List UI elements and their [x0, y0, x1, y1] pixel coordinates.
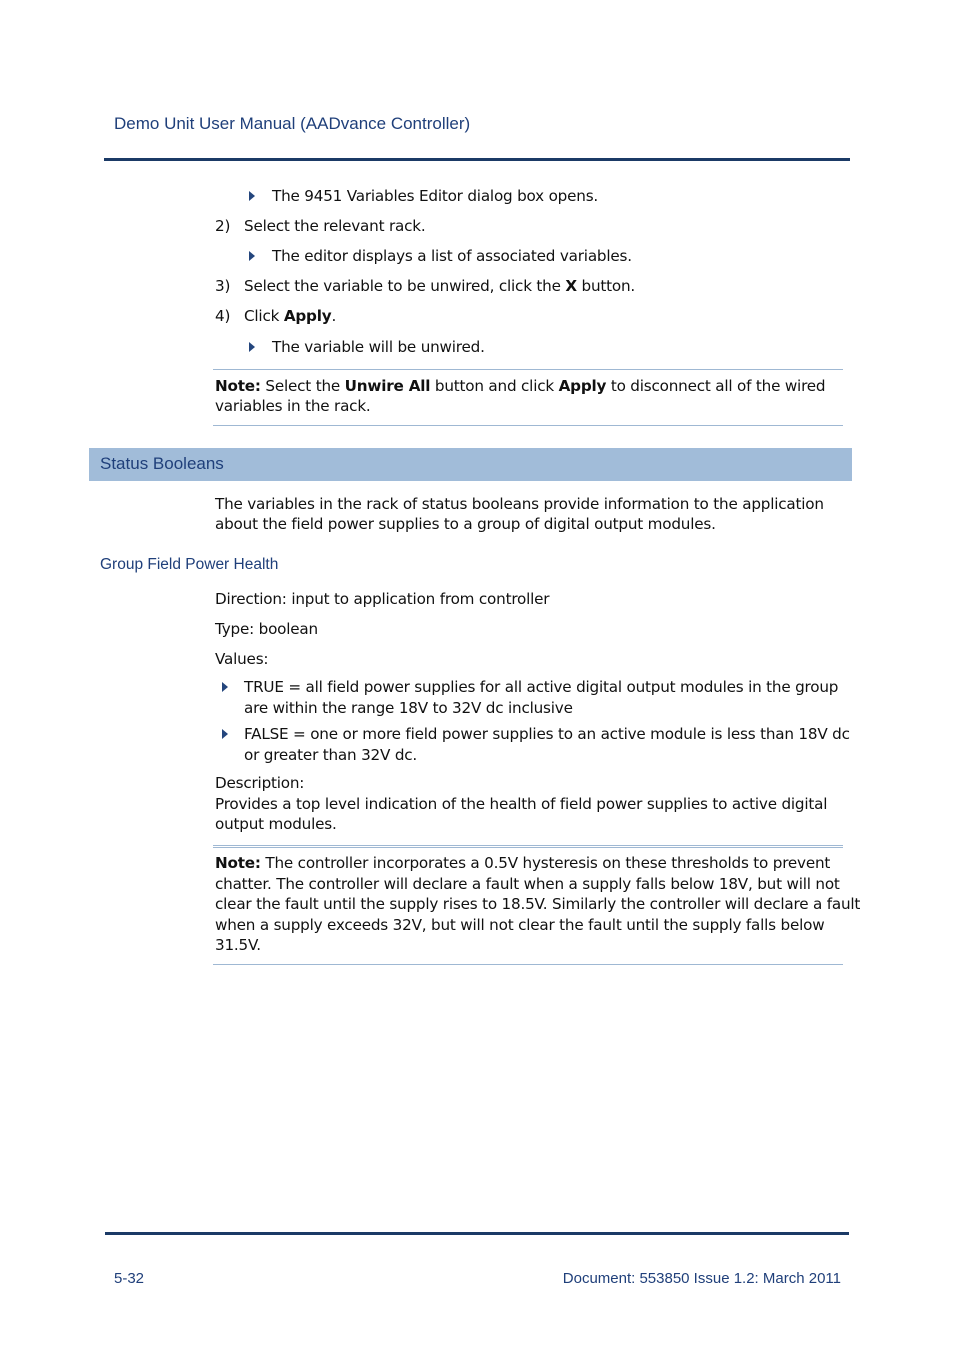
document-info: Document: 553850 Issue 1.2: March 2011 — [562, 1270, 841, 1287]
result-arrow-icon — [249, 191, 255, 201]
note-top-rule — [213, 369, 843, 370]
type-text: Type: boolean — [215, 620, 318, 638]
note-2-line-3: clear the fault until the supply rises to 18.5V. Similarly the controller will declare a fault — [215, 895, 861, 913]
section-title: Status Booleans — [100, 454, 224, 473]
note-2-line-1: Note: The controller incorporates a 0.5V hysteresis on these thresholds to prevent — [215, 854, 831, 872]
note-bottom-rule — [213, 425, 843, 426]
step-number-4: 4) — [215, 307, 231, 325]
subsection-title: Group Field Power Health — [100, 556, 279, 573]
note-bottom-rule — [213, 964, 843, 965]
intro-line-2: about the field power supplies to a group of digital output modules. — [215, 515, 716, 533]
note-1-line-2: variables in the rack. — [215, 397, 371, 415]
value-false-line-2: or greater than 32V dc. — [244, 746, 418, 764]
footer-rule — [105, 1232, 849, 1235]
direction-text: Direction: input to application from controller — [215, 590, 550, 608]
value-false-line-1: FALSE = one or more field power supplies to an active module is less than 18V dc — [244, 725, 850, 743]
note-1-line-1: Note: Select the Unwire All button and click Apply to disconnect all of the wired — [215, 377, 826, 395]
description-label: Description: — [215, 774, 305, 792]
result-arrow-icon — [249, 251, 255, 261]
step-number-3: 3) — [215, 277, 231, 295]
description-line-2: output modules. — [215, 815, 337, 833]
values-label: Values: — [215, 650, 269, 668]
note-2-line-5: 31.5V. — [215, 936, 261, 954]
page-number: 5-32 — [114, 1270, 145, 1287]
step-number-2: 2) — [215, 217, 231, 235]
intro-line-1: The variables in the rack of status booleans provide information to the application — [215, 495, 824, 513]
note-2-line-2: chatter. The controller will declare a fault when a supply falls below 18V, but will not — [215, 875, 840, 893]
description-line-1: Provides a top level indication of the health of field power supplies to active digital — [215, 795, 828, 813]
value-true-line-1: TRUE = all field power supplies for all active digital output modules in the group — [244, 678, 839, 696]
step-2: Select the relevant rack. — [244, 217, 426, 235]
result-arrow-icon — [249, 342, 255, 352]
bullet-arrow-icon — [222, 682, 228, 692]
note-2-line-4: when a supply exceeds 32V, but will not clear the fault until the supply falls below — [215, 916, 825, 934]
step-result-4: The variable will be unwired. — [272, 338, 485, 356]
value-true-line-2: are within the range 18V to 32V dc inclusive — [244, 699, 573, 717]
step-3: Select the variable to be unwired, click the X button. — [244, 277, 636, 295]
step-4: Click Apply. — [244, 307, 337, 325]
page-header-title: Demo Unit User Manual (AADvance Controller) — [114, 114, 471, 133]
bullet-arrow-icon — [222, 729, 228, 739]
step-result-2: The editor displays a list of associated variables. — [272, 247, 632, 265]
header-rule — [104, 158, 850, 161]
step-result-1: The 9451 Variables Editor dialog box opens. — [272, 187, 599, 205]
note-top-rule — [213, 845, 843, 848]
